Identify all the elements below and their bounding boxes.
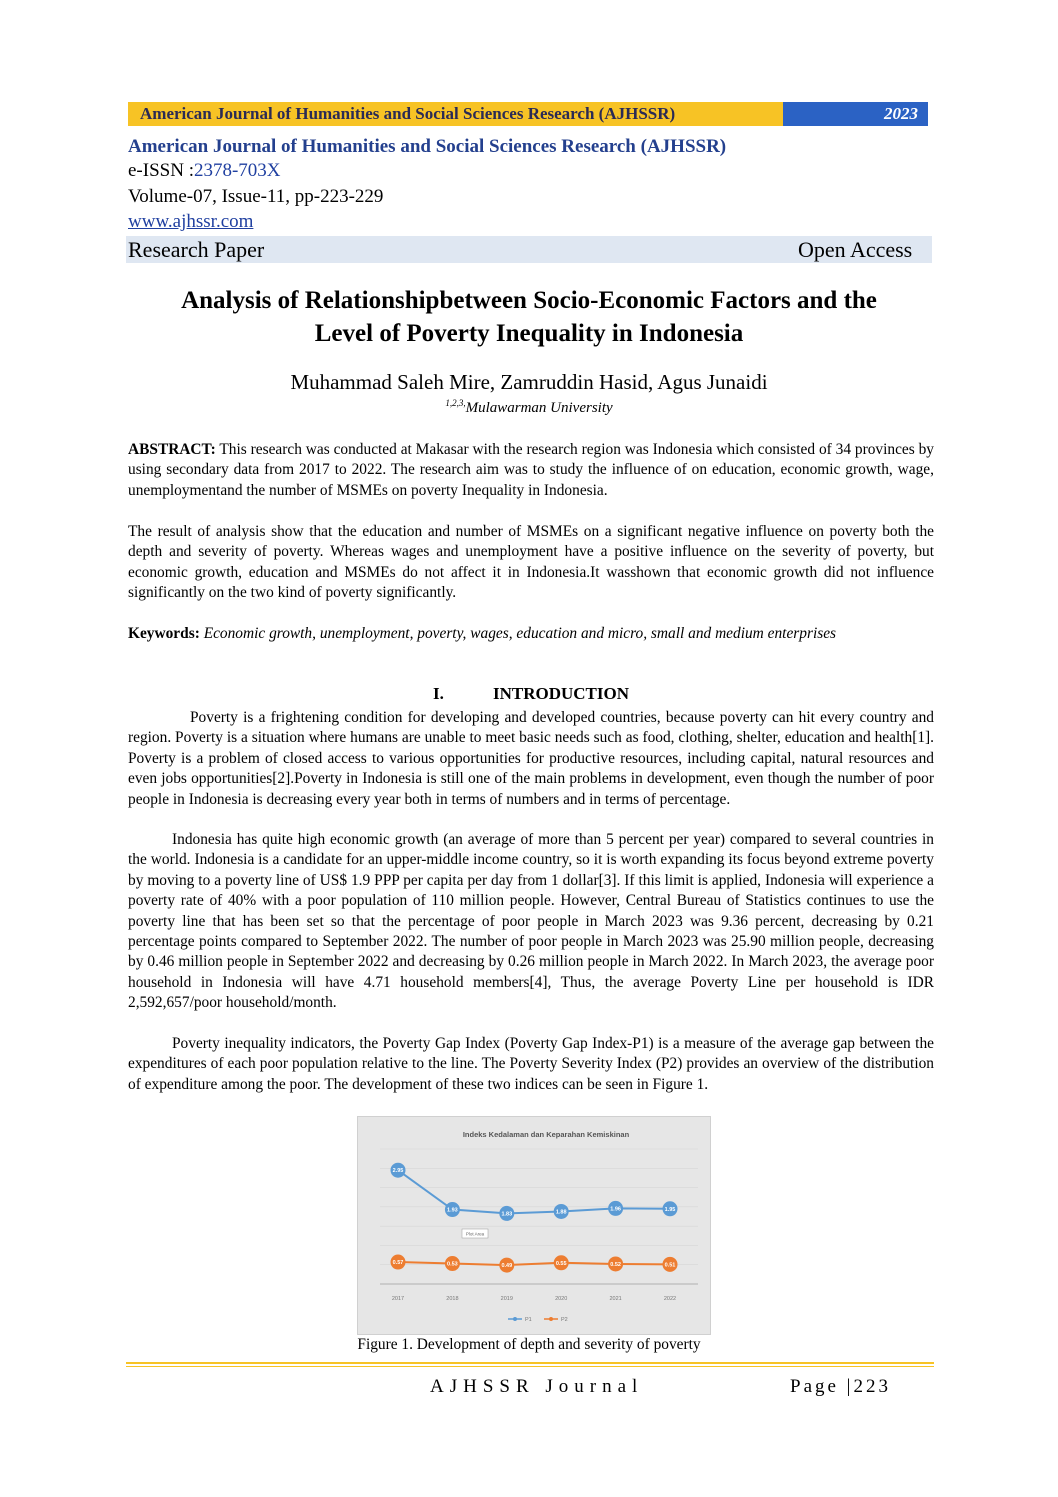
- keywords: [128, 624, 934, 644]
- keywords-label: Keywords:: [128, 625, 200, 642]
- legend-marker-p1: [513, 1317, 517, 1321]
- data-label-p1: 1.96: [610, 1206, 621, 1213]
- banner-year: 2023: [783, 102, 928, 126]
- legend-label-p1: P1: [525, 1317, 532, 1323]
- x-tick-label: 2018: [446, 1296, 459, 1302]
- footer-page-number: Page |223: [790, 1376, 891, 1397]
- abstract-paragraph-1: [128, 440, 934, 501]
- authors: Muhammad Saleh Mire, Zamruddin Hasid, Agus Junaidi: [290, 370, 768, 394]
- x-tick-label: 2019: [500, 1296, 513, 1302]
- data-label-p2: 0.53: [447, 1261, 458, 1268]
- volume-line: Volume-07, Issue-11, pp-223-229: [128, 186, 384, 207]
- data-label-p1: 1.88: [555, 1209, 567, 1216]
- section-heading: [128, 684, 934, 704]
- plot-area-label: Plot Area: [465, 1231, 485, 1237]
- abstract-label: ABSTRACT:: [128, 441, 216, 458]
- issn-line: [128, 160, 281, 182]
- intro-paragraph-2: Indonesia has quite high economic growth (an average of more than 5 percent per year) compared to several countries in the world. Indonesia is a candidate for an upper-middle income country, so it is worth expanding its focus beyond extreme poverty by moving to a poverty line of US$ 1.9 PPP per capita per day from 1 dollar[3]. If this limit is applied, Indonesia will experience a poverty rate of 40% with a poor population of 110 million people. However, Central Bureau of Statistics continues to use the poverty line that has been set so that the percentage of poor people in March 2023 was 9.36 percent, decreasing by 0.21 percentage points compared to September 2022. The number of poor people in March 2023 was 25.90 million people, decreasing by 0.46 million people in September 2022 and decreasing by 0.26 million people in March 2022. In March 2023, the average poor household in Indonesia will have 4.71 household members[4], Thus, the average Poverty Line per household is IDR 2,592,657/poor household/month.: [128, 831, 934, 1012]
- data-label-p2: 0.55: [555, 1260, 567, 1267]
- paper-type: Research Paper: [128, 237, 265, 262]
- data-label-p1: 1.93: [447, 1207, 458, 1214]
- abstract-paragraph-2: The result of analysis show that the education and number of MSMEs on a significant negative influence on poverty both the depth and severity of poverty. Whereas wages and unemployment have a positive influence on the severity of poverty, but economic growth, education and MSMEs do not affect it in Indonesia.It wasshown that economic growth did not influence significantly on the two kind of poverty significantly.: [128, 523, 934, 602]
- data-label-p2: 0.52: [610, 1261, 621, 1268]
- access-type: Open Access: [798, 237, 913, 262]
- data-label-p1: 2.95: [392, 1168, 404, 1175]
- affiliation-name: Mulawarman University: [465, 400, 613, 416]
- x-tick-label: 2020: [555, 1296, 568, 1302]
- intro-paragraph-3: Poverty inequality indicators, the Poverty Gap Index (Poverty Gap Index-P1) is a measure of the average gap between the expenditures of each poor population relative to the line. The Poverty Severity Index (P2) provides an overview of the distribution of expenditure among the poor. The development of these two indices can be seen in Figure 1.: [128, 1035, 934, 1093]
- figure-1: [357, 1116, 711, 1335]
- keywords-text: Economic growth, unemployment, poverty, wages, education and micro, small and medium enterprises: [203, 625, 837, 642]
- data-label-p2: 0.51: [664, 1262, 676, 1269]
- section-title: INTRODUCTION: [492, 684, 630, 703]
- plot-area-annotation: [462, 1229, 488, 1238]
- footer-rule-thin: [126, 1366, 934, 1367]
- journal-banner: [128, 102, 928, 126]
- affiliation: [100, 398, 958, 417]
- affiliation-superscript: 1,2,3,: [445, 398, 466, 408]
- chart-title: Indeks Kedalaman dan Keparahan Kemiskinan: [462, 1130, 630, 1139]
- banner-journal-name: American Journal of Humanities and Social Sciences Research (AJHSSR): [128, 102, 783, 126]
- data-label-p1: 1.95: [664, 1206, 676, 1213]
- x-tick-label: 2021: [609, 1296, 622, 1302]
- abstract-text-1: This research was conducted at Makasar with the research region was Indonesia which consisted of 34 provinces by using secondary data from 2017 to 2022. The research aim was to study the influence of on education, economic growth, wage, unemploymentand the number of MSMEs on poverty Inequality in Indonesia.: [128, 441, 934, 499]
- legend-marker-p2: [549, 1317, 553, 1321]
- poverty-index-chart: [358, 1117, 710, 1334]
- figure-caption: Figure 1. Development of depth and severity of poverty: [357, 1336, 701, 1353]
- x-tick-label: 2022: [663, 1296, 677, 1302]
- paper-title-line-1: Analysis of Relationshipbetween Socio-Economic Factors and the: [181, 287, 877, 314]
- issn-label: e-ISSN :: [128, 160, 194, 181]
- intro-paragraph-1: Poverty is a frightening condition for developing and developed countries, because poverty can hit every country and region. Poverty is a situation where humans are unable to meet basic needs such as food, clothing, shelter, education and health[1]. Poverty is a problem of closed access to various opportunities for productive resources, including capital, natural resources and even jobs opportunities[2].Poverty in Indonesia is still one of the main problems in development, even though the number of poor people in Indonesia is decreasing every year both in terms of numbers and in terms of percentage.: [128, 709, 934, 808]
- website-line: [128, 211, 253, 233]
- journal-title: American Journal of Humanities and Social Sciences Research (AJHSSR): [128, 136, 727, 157]
- data-label-p2: 0.49: [501, 1263, 513, 1270]
- website-link[interactable]: www.ajhssr.com: [128, 211, 254, 232]
- x-tick-label: 2017: [391, 1296, 405, 1302]
- paper-title: [100, 284, 958, 350]
- paper-title-line-2: Level of Poverty Inequality in Indonesia: [314, 320, 744, 347]
- legend-label-p2: P2: [561, 1317, 568, 1323]
- footer-rule: [126, 1362, 934, 1364]
- data-label-p2: 0.57: [392, 1260, 404, 1267]
- data-label-p1: 1.83: [501, 1211, 513, 1218]
- issn-value: 2378-703X: [193, 160, 281, 181]
- section-number: I.: [432, 684, 444, 703]
- footer-journal: AJHSSR Journal: [430, 1376, 644, 1397]
